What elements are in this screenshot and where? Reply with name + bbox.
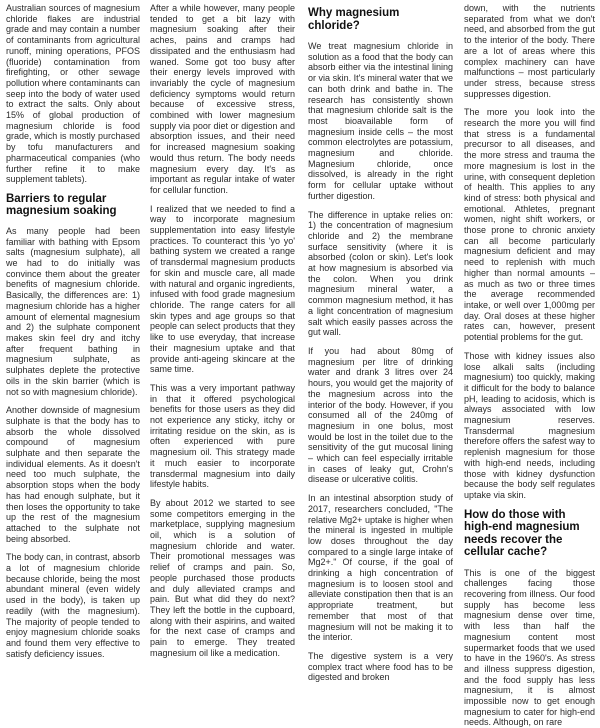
paragraph: As many people had been familiar with bathing with Epsom salts (magnesium sulphate), all we had to do initially was convince them about the greater benefits of magnesium chloride. Basically, the differences are: 1) magnesium chloride has a higher amount of elemental magnesium and 2) the sulphate component makes skin feel dry and itchy after frequent bathing in magnesium sulphate, as sulphates deplete the protective oils in the skin barrier (which is not so with magnesium chloride). — [6, 225, 140, 397]
column-2 — [150, 3, 295, 658]
paragraph: down, with the nutrients separated from what we don't need, and absorbed from the gut to the interior of the body. There are a lot of areas where this complex machinery can have malfunctions – most particularly under stress, because stress suppresses digestion. — [464, 3, 595, 99]
paragraph: Another downside of magnesium sulphate is that the body has to absorb the whole dissolved compound of magnesium sulphate and then separate the individual elements. As it doesn't need too much sulphate, the absorption stops when the body has had enough sulphate, but it then loses the opportunity to take up the rest of the magnesium attached to the sulphate not being absorbed. — [6, 405, 140, 544]
paragraph: The body can, in contrast, absorb a lot of magnesium chloride because chloride, being the most abundant mineral (even widely used in the body), is taken up readily (with the magnesium). The majority of people tended to enjoy magnesium chloride soaks and found them very effective to satisfy deficiency issues. — [6, 552, 140, 659]
column-4 — [464, 3, 595, 728]
paragraph: If you had about 80mg of magnesium per litre of drinking water and drank 3 litres over 24 hours, you would get the majority of the magnesium across into the interior of the body. However, if you consumed all of the 240mg of magnesium in one bolus, most would be lost in the toilet due to the sensitivity of the gut mucosal lining – which can feel especially irritable in cases of leaky gut, Crohn's disease or ulcerative colitis. — [308, 345, 453, 485]
paragraph: Australian sources of magnesium chloride flakes are industrial grade and may contain a number of contaminants from agricultural runoff, mining operations, PFOS (fluoride) contamination from firefighting, or other sewage pollution where contaminants can seep into the body of water used to extract the salts. Only about 15% of global production of magnesium chloride is food grade, which is mostly purchased by tofu manufacturers and pharmaceutical companies (who further refine it to make supplement tablets). — [6, 3, 140, 185]
column-3 — [308, 3, 453, 683]
paragraph: After a while however, many people tended to get a bit lazy with magnesium soaking after their aches, pains and cramps had dissipated and the enthusiasm had waned. Some got too busy after their energy levels improved with invariably the cycle of magnesium deficiency symptoms would return because of excessive stress, combined with lower magnesium supply via poor diet or digestion and absorption issues, and their need for increased magnesium soaking would thus return. The body needs magnesium every day. It's as important as regular intake of water for cellular function. — [150, 3, 295, 195]
paragraph: Those with kidney issues also lose alkali salts (including magnesium) too quickly, making it difficult for the body to balance pH, leading to acidosis, which is always associated with low magnesium reserves. Transdermal magnesium therefore offers the safest way to replenish magnesium for those with high-end needs, including those with kidney dysfunction because the body self regulates uptake via skin. — [464, 350, 595, 500]
paragraph: I realized that we needed to find a way to incorporate magnesium supplementation into easy lifestyle practices. To counteract this 'yo yo' bathing system we created a range of transdermal magnesium products for skin and muscle care, all made with natural and organic ingredients, infused with food grade magnesium chloride. The range caters for all skin types and age groups so that people can select products that they like to use everyday, that increase their magnesium uptake and that provide anti-ageing skincare at the same time. — [150, 203, 295, 375]
paragraph: We treat magnesium chloride in solution as a food that the body can absorb either via the intestinal lining or via skin. It's mineral water that we can both drink and bathe in. The research has consistently shown that magnesium chloride salt is the most bioavailable form of magnesium inside cells – the most common electrolytes are potassium, magnesium and chloride. Magnesium chloride, once dissolved, is already in the right form for cellular uptake without further digestion. — [308, 41, 453, 201]
paragraph: This was a very important pathway in that it offered psychological benefits for those users as they did not experience any sticky, itchy or irritating residue on the skin, as is often experienced with pure magnesium oil. This strategy made it much easier to incorporate transdermal magnesium into daily lifestyle habits. — [150, 382, 295, 490]
section-heading: Barriers to regular magnesium soaking — [6, 192, 117, 218]
column-1 — [6, 3, 140, 659]
paragraph: This is one of the biggest challenges facing those recovering from illness. Our food supply has become less magnesium dense over time, with less than half the magnesium content most supermarket foods that we used to have in the 1960's. As stress and illness suppress digestion, and the food supply has less magnesium, it is almost impossible now to get enough magnesium to cater for high-end needs. Although, on rare — [464, 567, 595, 728]
section-heading: Why magnesium chloride? — [308, 7, 400, 32]
section-heading: How do those with high-end magnesium needs recover the cellular cache? — [464, 508, 580, 559]
paragraph: The more you look into the research the more you will find that stress is a fundamental precursor to all diseases, and the more stress and trauma the more magnesium is lost in the urine, with consequent depletion of health. This applies to any kind of stress: both physical and emotional. Athletes, pregnant women, night shift workers, or those prone to chronic anxiety can all become particularly magnesium deficient and may need to replenish with much higher than normal amounts – as much as two or three times the average recommended intake, or well over 1,000mg per day. Oral doses at these higher rates can, however, present potential problems for the gut. — [464, 107, 595, 343]
paragraph: By about 2012 we started to see some competitors emerging in the marketplace, supplying magnesium oil, which is a solution of magnesium chloride and water. Their promotional messages was relief of cramps and pain. So, people purchased those products and duly alleviated cramps and pain. But what did they do next? They left the bottle in the cupboard, along with their aspirins, and waited for the next case of cramps and pain to emerge. They treated magnesium oil like a medication. — [150, 497, 295, 658]
paragraph: The digestive system is a very complex tract where food has to be digested and broken — [308, 650, 453, 683]
paragraph: The difference in uptake relies on: 1) the concentration of magnesium chloride and 2) the membrane surface sensitivity (where it is absorbed (colon or skin). Let's look at how magnesium is absorbed via the colon. When you drink magnesium mineral water, a common magnesium method, it has a light concentration of magnesium salt which easily passes across the gut wall. — [308, 209, 453, 338]
paragraph: In an intestinal absorption study of 2017, researchers concluded, "The relative Mg2+ uptake is higher when the mineral is ingested in multiple low doses throughout the day compared to a single large intake of Mg2+." Of course, if the goal of drinking a high concentration of magnesium is to loosen stool and alleviate constipation then that is an appropriate treatment, but remember that most of that magnesium will not be making it to the interior. — [308, 493, 453, 643]
